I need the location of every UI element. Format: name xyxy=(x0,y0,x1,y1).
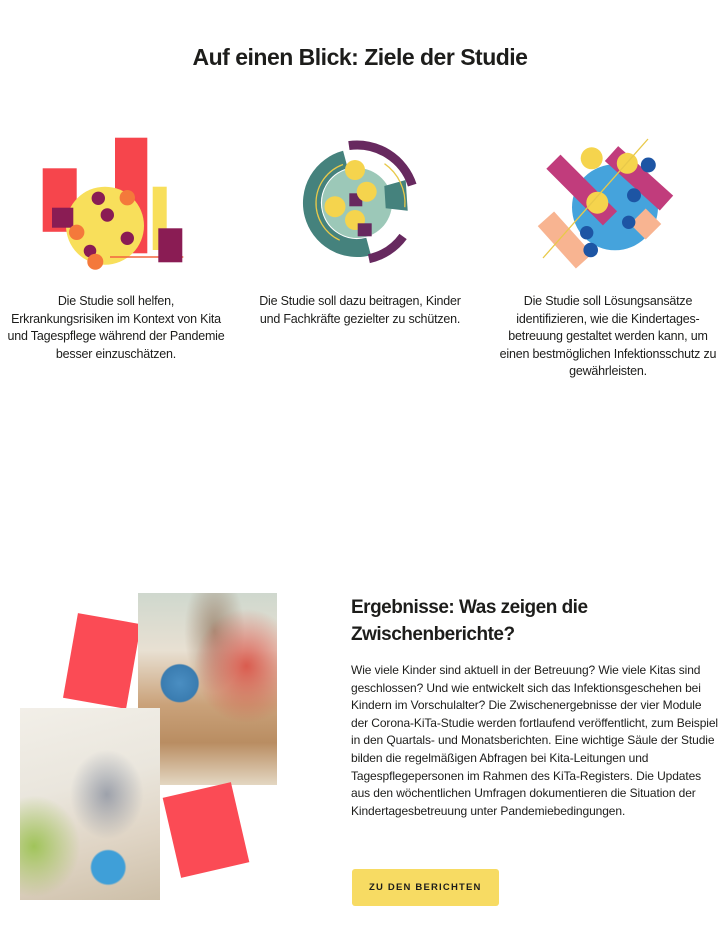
goals-section-title: Auf einen Blick: Ziele der Studie xyxy=(192,44,528,70)
results-heading: Ergebnisse: Was zeigen die Zwischenberichte? xyxy=(351,597,588,645)
goal-text-risk: Die Studie soll helfen, Erkrankungsrisiken im Kontext von Kita und Tagespflege während der Pandemie besser einzuschätzen. xyxy=(7,294,225,361)
children-daycare-table-photo xyxy=(20,708,160,900)
decorative-red-shape-top xyxy=(63,613,141,709)
reports-button[interactable]: ZU DEN BERICHTEN xyxy=(352,869,499,906)
abstract-solution-shapes-illustration xyxy=(525,133,705,283)
results-paragraph: Wie viele Kinder sind aktuell in der Betreuung? Wie viele Kitas sind geschlossen? Und wie entwickelt sich das Infektionsgeschehen bei Kindern im Vorschulalter? Die Zwischenergebnisse der vier Module der Corona-KiTa-Studie werden fortlaufend veröffentlicht, zum Beispiel in den Quartals- und Monatsberichten. Eine wichtige Säule der Studie bilden die regelmäßigen Abfragen bei Kita-Leitungen und Tagespflegepersonen im Rahmen des KiTa-Registers. Die Updates aus den wöchentlichen Umfragen dokumentieren die Situation der Kindertagesbetreuung unter Pandemiebedingungen. xyxy=(351,663,718,818)
decorative-red-shape-bottom xyxy=(163,782,250,878)
abstract-bars-virus-illustration xyxy=(25,135,215,285)
goal-text-protection: Die Studie soll dazu beitragen, Kinder und Fachkräfte gezielter zu schützen. xyxy=(259,294,461,326)
plum-arc-bottom xyxy=(369,237,403,259)
goal-text-solutions: Die Studie soll Lösungsansätze identifizieren, wie die Kindertagesbetreuung gestaltet werden kann, um einen bestmöglichen Infektionsschutz zu gewährleisten. xyxy=(499,294,717,378)
abstract-shield-cell-illustration xyxy=(277,128,437,288)
purple-square-right xyxy=(158,228,182,262)
purple-square-left xyxy=(52,208,73,228)
